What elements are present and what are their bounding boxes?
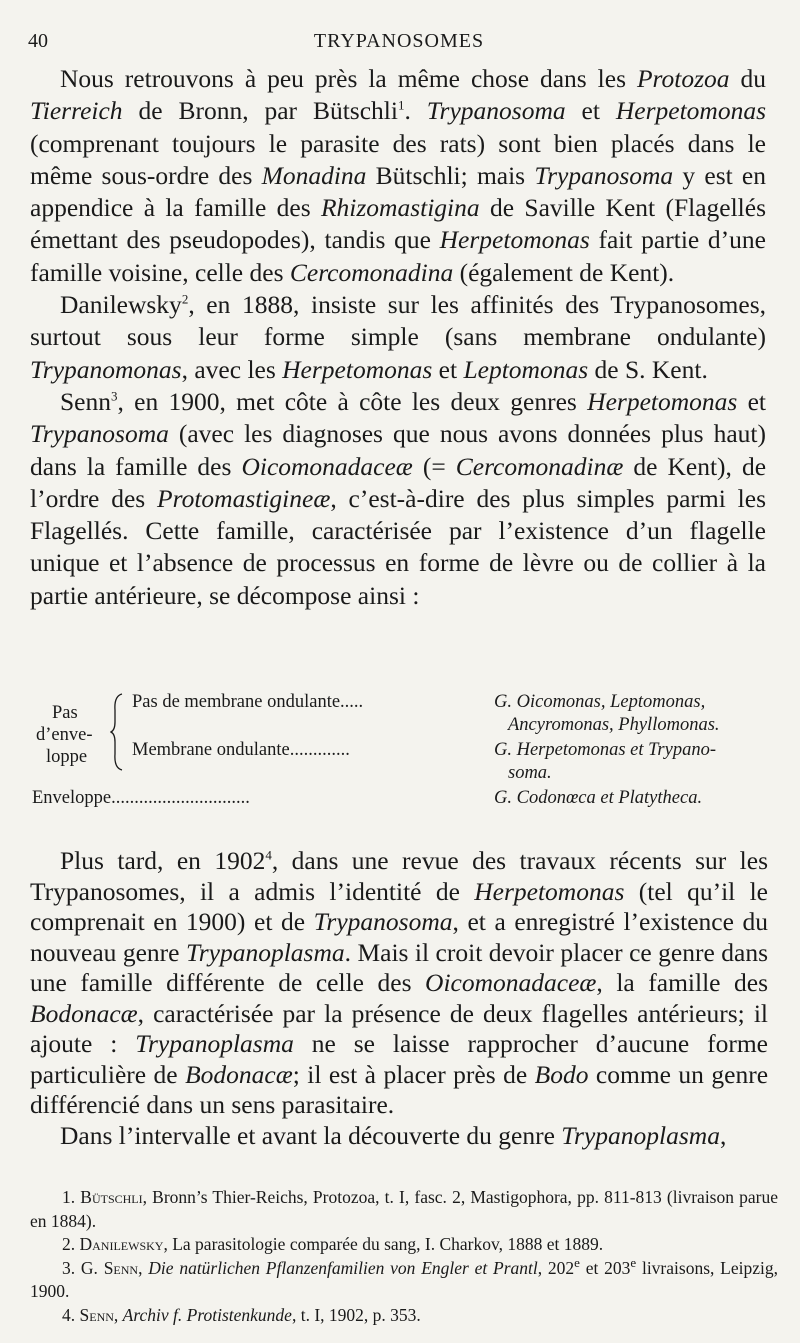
text-run: Trypanoplasma <box>135 1029 294 1058</box>
text-run: Herpetomonas <box>282 354 433 384</box>
text-run: (= <box>412 451 456 481</box>
text-run: Herpetomonas <box>474 876 625 906</box>
text-run: , la famille des <box>596 968 768 997</box>
text-run: Trypanosoma <box>426 96 566 126</box>
pas-label: Pas <box>52 703 78 723</box>
text-run: 4. <box>62 1304 80 1325</box>
text-run: et <box>737 386 767 416</box>
text-run: et <box>432 354 464 384</box>
row3-genus: G. Codonœca et Platytheca. <box>494 788 703 808</box>
text-run: comme un genre différencié dans un sens parasitaire. <box>30 1059 769 1119</box>
text-run: , t. I, 1902, p. 353. <box>291 1304 421 1325</box>
text-run: , et a enregistré l’existence du nouveau genre <box>30 907 768 967</box>
text-run: Bütschli <box>80 1187 143 1207</box>
text-run: . <box>404 96 427 126</box>
text-run: de Saville Kent (Flagellés émettant des pseudopodes), tandis que <box>30 193 767 255</box>
footnote <box>30 1304 778 1328</box>
text-run: 3 <box>111 388 118 404</box>
text-run: Senn <box>79 1304 114 1325</box>
paragraph <box>30 1121 768 1152</box>
text-run: y est en appendice à la famille des <box>30 160 766 223</box>
text-run: fait partie d’une famille voisine, celle des <box>30 225 766 287</box>
text-run: Trypanoplasma <box>561 1120 720 1150</box>
text-run: (avec les diagnoses que nous avons données plus haut) dans la famille des <box>30 419 766 481</box>
text-run: Leptomonas <box>463 354 589 384</box>
text-run: Trypanosoma <box>534 160 674 190</box>
text-run: Bodo <box>534 1059 589 1089</box>
text-run: Protomastigineæ <box>157 483 331 513</box>
text-run: (comprenant toujours le parasite des rats) sont bien placés dans le même sous-ordre des <box>30 128 766 190</box>
text-run: Senn <box>60 386 111 416</box>
text-run: , dans une revue des travaux récents sur les Trypanosomes, il a admis l’identité de <box>30 846 768 906</box>
body-text-top <box>30 63 766 612</box>
paragraph <box>30 63 766 289</box>
text-run: de S. Kent. <box>588 354 708 384</box>
text-run: Oicomonadaceæ <box>241 451 413 481</box>
text-run: (également de Kent). <box>453 257 675 287</box>
text-run: Herpetomonas <box>439 225 590 255</box>
text-run: 4 <box>265 847 272 863</box>
footnote <box>30 1186 778 1233</box>
pas-label: loppe <box>46 747 88 767</box>
text-run: , en 1888, insiste sur les affinités des Trypanosomes, surtout sous leur forme simple (sans membrane ondulante) <box>30 290 766 352</box>
text-run: Danilewsky <box>60 290 182 320</box>
row1-label: Pas de membrane ondulante..... <box>132 692 364 712</box>
text-run: Archiv f. Protistenkunde <box>122 1304 292 1325</box>
page-header <box>28 30 770 58</box>
text-run: Cercomonadinæ <box>455 451 624 481</box>
row1-genus: Ancyromonas, Phyllomonas. <box>508 715 720 735</box>
text-run: Die natürlichen Pflanzenfamilien von Engler et Prantl <box>148 1257 538 1278</box>
row2-genus: soma. <box>508 763 552 783</box>
text-run: 2 <box>181 291 189 307</box>
body-text-bottom <box>30 846 768 1151</box>
footnote <box>30 1233 778 1257</box>
text-run: 2. <box>62 1234 80 1254</box>
text-run: 1 <box>397 97 405 113</box>
row1-genus: G. Oicomonas, Leptomonas, <box>494 692 706 712</box>
text-run: Trypanosoma <box>30 419 169 449</box>
row3-label: Enveloppe.............................. <box>32 788 250 808</box>
row2-label: Membrane ondulante............. <box>132 740 350 760</box>
text-run: , c’est-à-dire des plus simples parmi les Flagellés. Cette famille, caractérisée par l’existence d’un flagelle unique et l’absence de processus en forme de lèvre ou de collier à la partie antérieure, se décompose ainsi : <box>30 483 766 610</box>
text-run: Cercomonadina <box>289 257 454 287</box>
text-run: , La parasitologie comparée du sang, I. Charkov, 1888 et 1889. <box>163 1234 604 1254</box>
text-run: Trypanoplasma <box>185 937 345 967</box>
text-run: , avec les <box>181 354 283 384</box>
text-run: et 203 <box>579 1257 631 1278</box>
text-run: Dans l’intervalle et avant la découverte du genre <box>60 1120 562 1150</box>
paragraph <box>30 289 766 386</box>
text-run: , <box>719 1120 727 1150</box>
text-run: Rhizomastigina <box>320 193 480 223</box>
classification-table <box>30 690 770 815</box>
row2-genus: G. Herpetomonas et Trypano- <box>494 740 716 760</box>
text-run: Protozoa <box>636 64 730 93</box>
text-run: Nous retrouvons à peu près la même chose dans les <box>60 64 637 93</box>
text-run: Bodonacæ <box>185 1059 293 1089</box>
text-run: Tierreich <box>30 96 123 126</box>
text-run: du <box>729 64 767 93</box>
brace-icon <box>110 692 124 772</box>
text-run: 3. G. <box>62 1257 104 1278</box>
paragraph <box>30 846 768 1121</box>
pas-label: d’enve- <box>36 725 93 745</box>
text-run: (tel qu’il le comprenait en 1900) et de <box>30 876 769 936</box>
text-run: Trypanomonas <box>30 354 182 384</box>
text-run: Herpetomonas <box>587 386 738 416</box>
text-run: e <box>630 1254 637 1270</box>
text-run: , en 1900, met côte à côte les deux genres <box>117 386 588 416</box>
text-run: et <box>565 96 616 126</box>
text-run: , caractérisée par la présence de deux flagelles antérieurs; il ajoute : <box>30 998 768 1058</box>
footnote <box>30 1254 778 1304</box>
page-number: 40 <box>28 30 48 52</box>
text-run: 1. <box>62 1187 81 1207</box>
text-run: , <box>113 1304 123 1325</box>
text-run: Plus tard, en 1902 <box>60 846 266 875</box>
text-run: ne se laisse rapprocher d’aucune forme particulière de <box>30 1029 768 1089</box>
text-run: Bodonacæ <box>30 998 138 1028</box>
text-run: e <box>574 1254 580 1270</box>
paragraph <box>30 386 766 612</box>
text-run: de Kent), de l’ordre des <box>30 451 767 513</box>
running-title: TRYPANOSOMES <box>313 30 485 52</box>
text-run: , <box>138 1257 149 1278</box>
text-run: , 202 <box>537 1257 575 1278</box>
text-run: ; il est à placer près de <box>292 1059 535 1089</box>
text-run: Herpetomonas <box>615 96 767 126</box>
text-run: , Bronn’s Thier-Reichs, Protozoa, t. I, fasc. 2, Mastigophora, pp. 811-813 (livraison parue en 1884). <box>30 1187 779 1231</box>
footnotes <box>30 1186 778 1327</box>
text-run: Oicomonadaceæ <box>425 968 597 997</box>
text-run: Trypanosoma <box>313 907 453 936</box>
text-run: Monadina <box>261 160 367 190</box>
text-run: Danilewsky <box>79 1234 164 1254</box>
text-run: Bütschli; mais <box>366 160 535 190</box>
text-run: . Mais il croit devoir placer ce genre dans une famille différente de celle des <box>30 937 768 997</box>
text-run: livraisons, Leipzig, 1900. <box>30 1257 778 1301</box>
text-run: Senn <box>103 1257 139 1278</box>
text-run: de Bronn, par Bütschli <box>122 96 398 126</box>
